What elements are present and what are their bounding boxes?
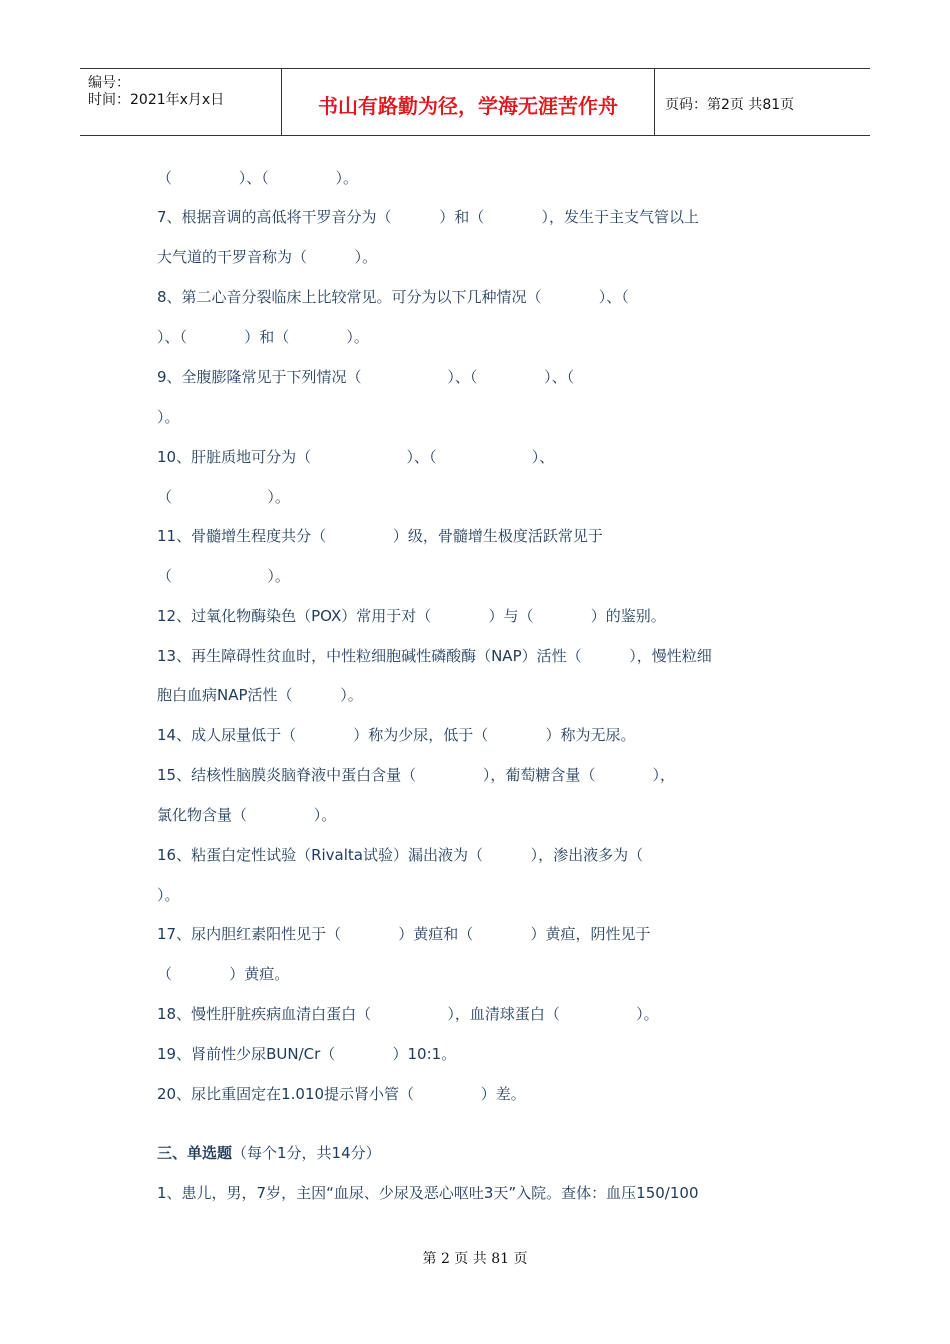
text-line: （ ）、（ ）。 bbox=[157, 169, 359, 187]
section-heading bbox=[157, 1142, 381, 1163]
text-line: 13、再生障碍性贫血时，中性粒细胞碱性磷酸酶（NAP）活性（ ），慢性粒细 bbox=[157, 647, 712, 665]
text-line: 15、结核性脑膜炎脑脊液中蛋白含量（ ），葡萄糖含量（ ）， bbox=[157, 766, 676, 784]
text-line: ）、（ ）和（ ）。 bbox=[157, 328, 369, 346]
text-line: 11、骨髓增生程度共分（ ）级，骨髓增生极度活跃常见于 bbox=[157, 527, 603, 545]
text-line: 大气道的干罗音称为（ ）。 bbox=[157, 248, 378, 266]
text-line: ）。 bbox=[157, 886, 180, 904]
header-middle-cell bbox=[282, 69, 655, 135]
question-line: 1、患儿，男，7岁，主因“血尿、少尿及恶心呕吐3天”入院。查体：血压150/100 bbox=[157, 1184, 699, 1202]
time-label: 时间：2021年x月x日 bbox=[88, 92, 225, 108]
text-line: 10、肝脏质地可分为（ ）、（ ）、 bbox=[157, 448, 555, 466]
header-right-cell bbox=[655, 69, 870, 135]
text-line: ）。 bbox=[157, 408, 180, 426]
text-line: 7、根据音调的高低将干罗音分为（ ）和（ ），发生于主支气管以上 bbox=[157, 208, 699, 226]
text-line: 18、慢性肝脏疾病血清白蛋白（ ），血清球蛋白（ ）。 bbox=[157, 1005, 659, 1023]
text-line: 16、粘蛋白定性试验（Rivalta试验）漏出液为（ ），渗出液多为（ bbox=[157, 846, 644, 864]
text-line: （ ）。 bbox=[157, 488, 290, 506]
page-code: 页码：第2页 共81页 bbox=[665, 97, 795, 113]
section-title: 三、单选题 bbox=[157, 1144, 233, 1162]
header-left-cell bbox=[80, 69, 282, 135]
text-line: 14、成人尿量低于（ ）称为少尿，低于（ ）称为无尿。 bbox=[157, 726, 636, 744]
text-line: 19、肾前性少尿BUN/Cr（ ）10:1。 bbox=[157, 1045, 457, 1063]
text-line: （ ）。 bbox=[157, 567, 290, 585]
text-line: 17、尿内胆红素阳性见于（ ）黄疸和（ ）黄疸，阴性见于 bbox=[157, 925, 651, 943]
text-line: 8、第二心音分裂临床上比较常见。可分为以下几种情况（ ）、（ bbox=[157, 288, 629, 306]
text-line: （ ）黄疸。 bbox=[157, 965, 290, 983]
page-header bbox=[80, 68, 870, 136]
text-line: 9、全腹膨隆常见于下列情况（ ）、（ ）、（ bbox=[157, 368, 575, 386]
page-footer: 第 2 页 共 81 页 bbox=[422, 1251, 528, 1267]
text-line: 20、尿比重固定在1.010提示肾小管（ ）差。 bbox=[157, 1085, 526, 1103]
text-line: 胞白血病NAP活性（ ）。 bbox=[157, 686, 363, 704]
section-note: （每个1分，共14分） bbox=[232, 1144, 381, 1162]
text-line: 氯化物含量（ ）。 bbox=[157, 806, 337, 824]
number-label: 编号： bbox=[88, 75, 130, 91]
text-line: 12、过氧化物酶染色（POX）常用于对（ ）与（ ）的鉴别。 bbox=[157, 607, 666, 625]
header-motto: 书山有路勤为径，学海无涯苦作舟 bbox=[318, 94, 618, 118]
